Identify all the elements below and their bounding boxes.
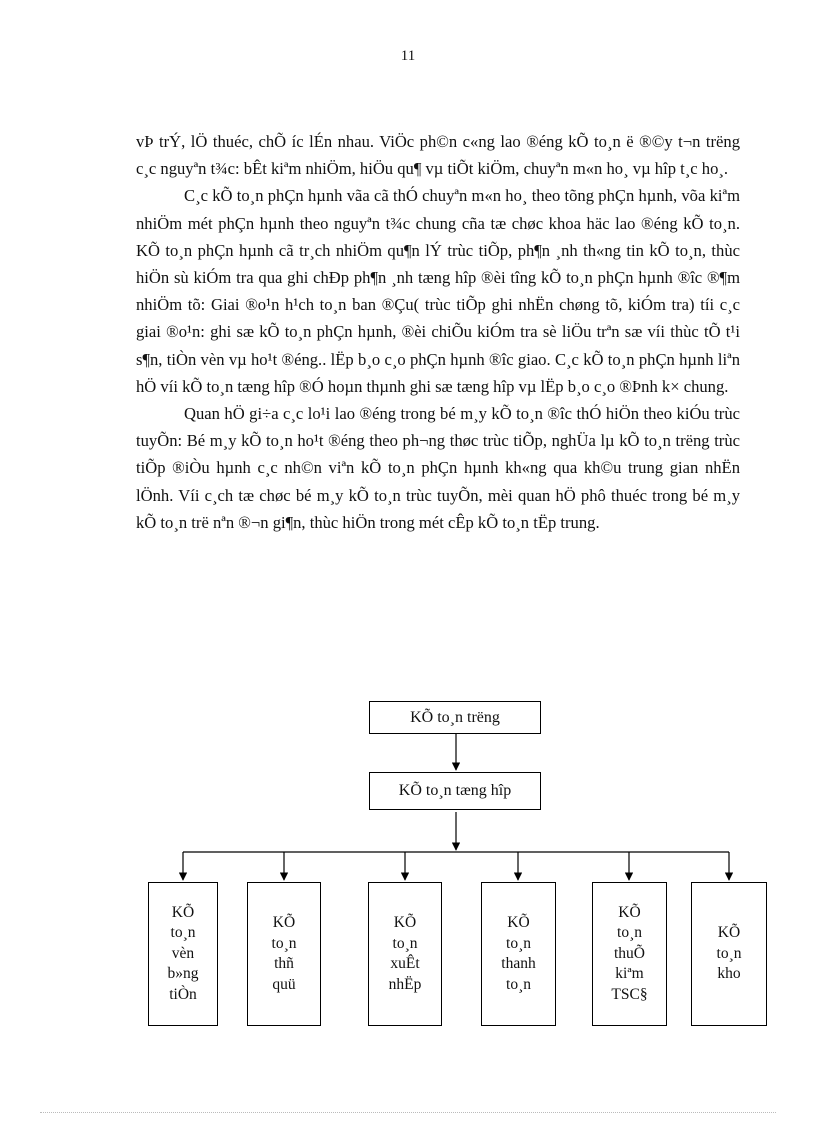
page-number: 11 — [400, 48, 416, 64]
paragraph-3: Quan hÖ gi÷a c¸c lo¹i lao ®éng trong bé m¸y kÕ to¸n ®îc thÓ hiÖn theo kiÓu trùc tuyÕn: Bé m¸y kÕ to¸n ho¹t ®éng theo ph¬ng thøc trùc tiÕp, nghÜa lµ kÕ to¸n trëng trùc tiÕp ®iÒu hµnh c¸c nh©n viªn kÕ to¸n phÇn hµnh kh«ng qua kh©u trung gian nhËn lÖnh. Víi c¸ch tæ chøc bé m¸y kÕ to¸n trùc tuyÕn, mèi quan hÖ phô thuéc trong bé m¸y kÕ to¸n trë nªn ®¬n gi¶n, thùc hiÖn trong mét cÊp kÕ to¸n tËp trung. — [136, 404, 740, 532]
dept-box-treasurer: KÕ to¸n thñ quü — [247, 882, 321, 1026]
body-text — [136, 128, 740, 536]
dept-box-cash: KÕ to¸n vèn b»ng tiÒn — [148, 882, 218, 1026]
chief-accountant-box: KÕ to¸n trëng — [369, 701, 541, 734]
dept-box-tax-fixed-assets: KÕ to¸n thuÕ kiªm TSC§ — [592, 882, 667, 1026]
paragraph-1: vÞ trÝ, lÖ thuéc, chÕ íc lÉn nhau. ViÖc ph©n c«ng lao ®éng kÕ to¸n ë ®©y t¬n trëng c¸c nguyªn t¾c: bÊt kiªm nhiÖm, hiÖu qu¶ vµ tiÕt kiÖm, chuyªn m«n ho¸ vµ hîp t¸c ho¸. — [136, 132, 740, 179]
dept-box-import-export: KÕ to¸n xuÊt nhËp — [368, 882, 442, 1026]
dept-box-warehouse: KÕ to¸n kho — [691, 882, 767, 1026]
general-accountant-box: KÕ to¸n tæng hîp — [369, 772, 541, 810]
dept-box-payment: KÕ to¸n thanh to¸n — [481, 882, 556, 1026]
footer-divider — [40, 1112, 776, 1113]
paragraph-2: C¸c kÕ to¸n phÇn hµnh vãa cã thÓ chuyªn m«n ho¸ theo tõng phÇn hµnh, võa kiªm nhiÖm mét phÇn hµnh theo nguyªn t¾c chung cña tæ chøc khoa häc lao ®éng kÕ to¸n. KÕ to¸n phÇn hµnh cã tr¸ch nhiÖm qu¶n lÝ trùc tiÕp, ph¶n ¸nh th«ng tin kÕ to¸n, thùc hiÖn sù kiÓm tra qua ghi chÐp ph¶n ¸nh tæng hîp ®èi tîng kÕ to¸n phÇn hµnh ®îc ®¶m nhiÖm tõ: Giai ®o¹n h¹ch to¸n ban ®Çu( trùc tiÕp ghi nhËn chøng tõ, kiÓm tra) tíi c¸c giai ®o¹n: ghi sæ kÕ to¸n phÇn hµnh, ®èi chiÕu kiÓm tra sè liÖu trªn sæ víi thùc tÕ t¹i s¶n, tiÒn vèn vµ ho¹t ®éng.. lËp b¸o c¸o phÇn hµnh ®îc giao. C¸c kÕ to¸n phÇn hµnh liªn hÖ víi kÕ to¸n tæng hîp ®Ó hoµn thµnh ghi sæ tæng hîp vµ lËp b¸o c¸o ®Þnh k× chung. — [136, 186, 740, 396]
